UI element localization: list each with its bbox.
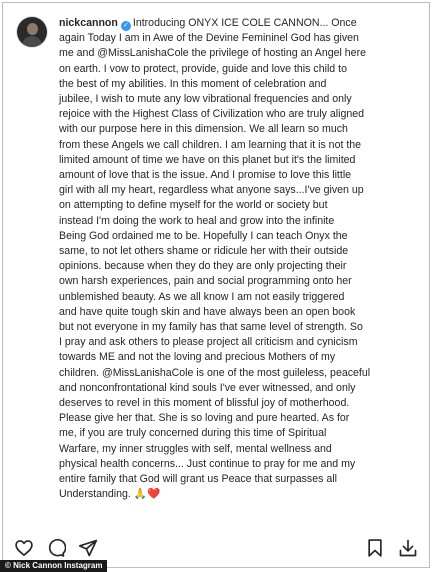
comment-icon[interactable] xyxy=(45,537,67,559)
send-icon[interactable] xyxy=(77,537,99,559)
download-icon[interactable] xyxy=(397,537,419,559)
post-caption: nickcannon ✓ Introducing ONYX ICE COLE CANNON... Once again Today I am in Awe of the Devine Femininel God has given me and @MissLanishaCole the privilege of hosting an Angel here on earth. I vow to protect, provide, guide and love this child to the best of my abilities. In this moment of celebration and jubilee, I wish to mute any low vibrational frequencies and only rejoice with the Highest Class of Civilization who are truly aligned with our purpose here in this dimension. We all learn so much from these Angels we call children. I am learning that it is not the limited amount of time we have on this planet but it's the limited amount of love that is the issue. And I promise to love this little girl with all my heart, regardless what anyone says...I've given up on attempting to define myself for the world or society but instead I'm doing the work to heal and grow into the infinite Being God ordained me to be. Hopefully I can teach Onyx the same, to not let others shame or ridicule her with their outside opinions. because when they do they are only projecting their own harsh experiences, pain and social programming onto her unblemished beauty. As we all know I am not easily triggered and have quite tough skin and have always been an open book but not everyone in my family has that same level of strength. So I pray and ask others to please project all criticism and cynicism towards ME and not the loving and precious Mothers of my children. @MissLanishaCole is one of the most guileless, peaceful and nonconfrontational kind souls I've ever witnessed, and only deserves to revel in this moment of blissful joy of motherhood. Please give her that. She is so loving and pure hearted. As for me, if you are truly concerned during this time of Spiritual Warfare, my inner struggles with self, mental wellness and physical health concerns... Just continue to pray for me and my entire family that God will grant us Peace that surpasses all Understanding. 🙏❤️ xyxy=(59,17,371,501)
verified-badge-icon: ✓ xyxy=(121,21,131,31)
heart-icon[interactable] xyxy=(13,537,35,559)
mention-link[interactable]: @MissLanishaCole xyxy=(97,47,189,60)
avatar[interactable] xyxy=(17,17,47,47)
mention-link-2[interactable]: @MissLanishaCole xyxy=(102,366,194,379)
bookmark-icon[interactable] xyxy=(364,537,386,559)
photo-credit: © Nick Cannon Instagram xyxy=(0,560,107,572)
username-link[interactable]: nickcannon xyxy=(59,17,118,29)
post-card xyxy=(2,2,430,568)
emoji-prayer-heart: 🙏❤️ xyxy=(133,488,161,501)
